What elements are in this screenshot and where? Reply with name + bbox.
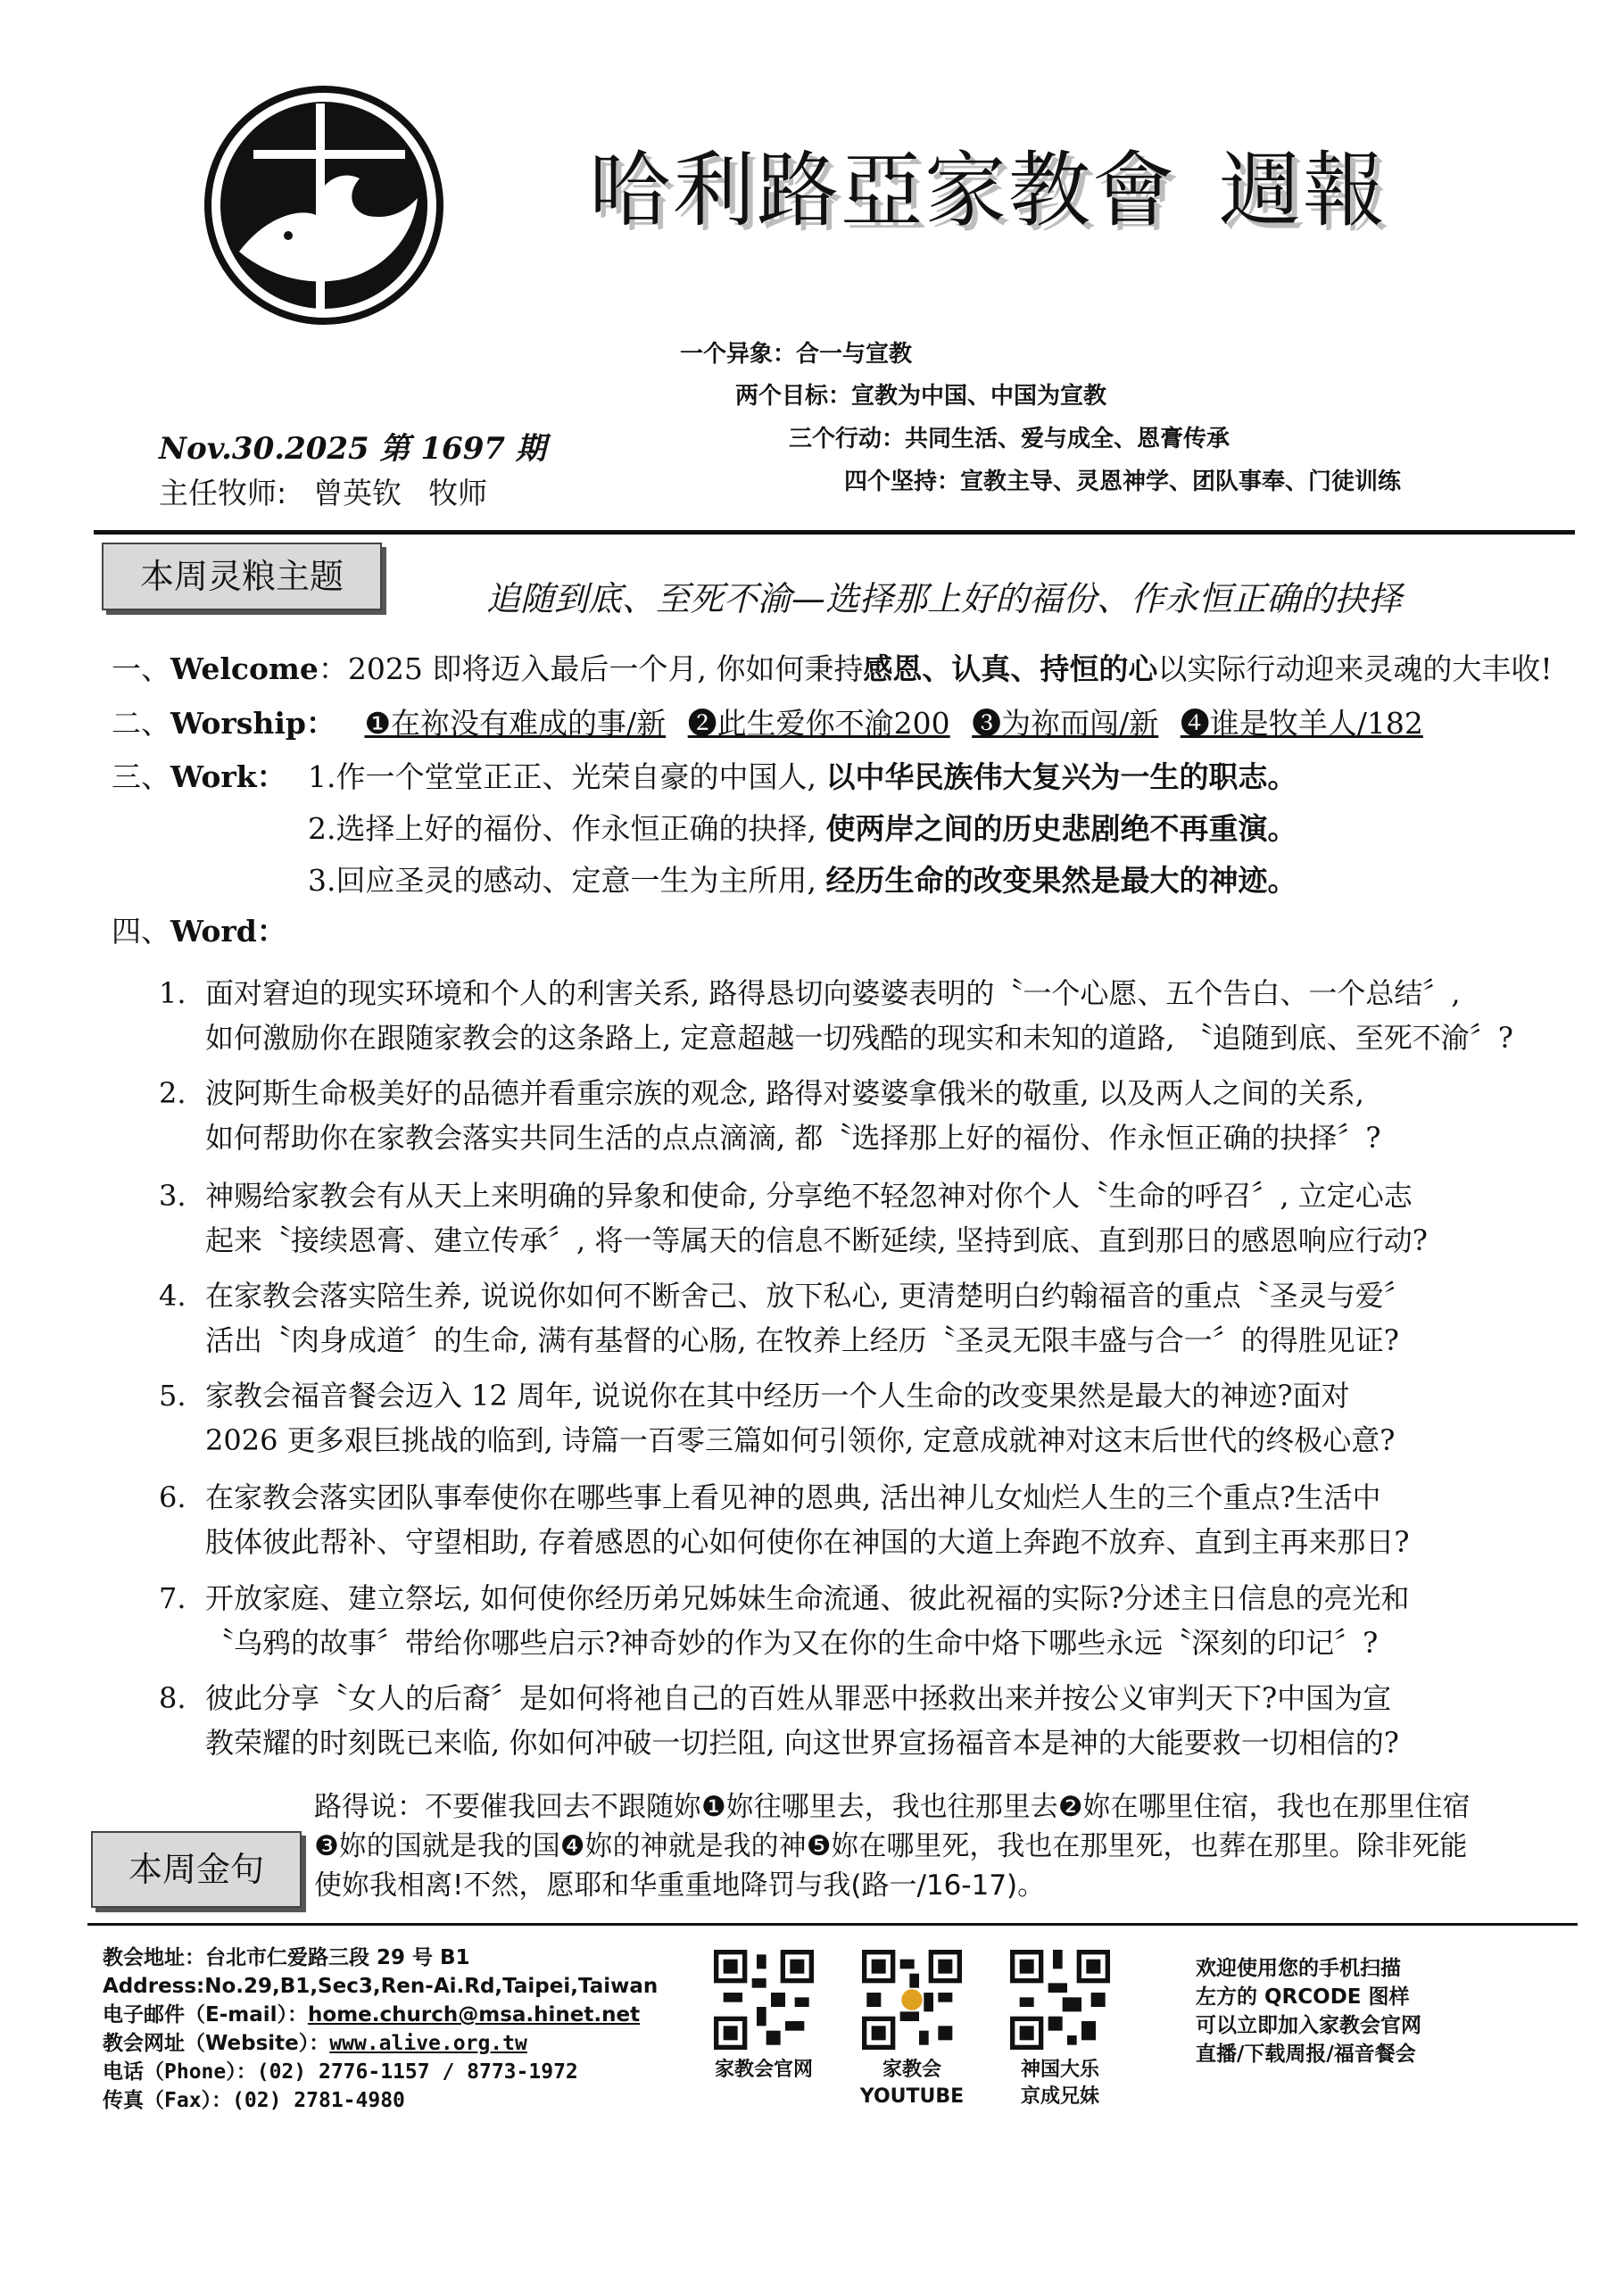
bulletin-label: 週報 bbox=[1219, 143, 1388, 238]
word-question-8: 8. 彼此分享〝女人的后裔〞是如何将祂自己的百姓从罪恶中拯救出来并按公义审判天下?中国为宣 教荣耀的时刻既已来临, 你如何冲破一切拦阻, 向这世界宣扬福音本是神的大能要救一切相信的? bbox=[159, 1681, 1399, 1760]
song-2: ❷此生爱你不渝200 bbox=[687, 706, 950, 741]
word-question-3: 3. 神赐给家教会有从天上来明确的异象和使命, 分享绝不轻忽神对你个人〝生命的呼召〞, 立定心志 起来〝接续恩膏、建立传承〞, 将一等属天的信息不断延续, 坚持到底、直到那日的感恩响应行动? bbox=[159, 1179, 1428, 1257]
website-link[interactable]: www.alive.org.tw bbox=[329, 2032, 527, 2055]
work-item-3: 3.回应圣灵的感动、定意一生为主所用, 经历生命的改变果然是最大的神迹。 bbox=[308, 863, 1297, 898]
section-word bbox=[112, 912, 286, 951]
song-4: ❹谁是牧羊人/182 bbox=[1180, 706, 1423, 741]
qr-instructions: 欢迎使用您的手机扫描 左方的 QRCODE 图样 可以立即加入家教会官网 直播/下载周报/福音餐会 bbox=[1196, 1957, 1421, 2066]
song-3: ❸为祢而闯/新 bbox=[972, 706, 1159, 741]
section-head: Welcome bbox=[170, 651, 319, 686]
header-divider bbox=[94, 530, 1575, 535]
vision-line-2: 两个目标：宣教为中国、中国为宣教 bbox=[735, 383, 1107, 410]
qr-code-music[interactable] bbox=[1010, 1950, 1110, 2050]
section-head: Work： bbox=[170, 759, 286, 794]
vision-line-3: 三个行动：共同生活、爱与成全、恩膏传承 bbox=[789, 426, 1230, 452]
theme-text: 追随到底、至死不渝—选择那上好的福份、作永恒正确的抉择 bbox=[486, 579, 1403, 618]
vision-line-4: 四个坚持：宣教主导、灵恩神学、团队事奉、门徒训练 bbox=[844, 468, 1402, 495]
word-question-2: 2. 波阿斯生命极美好的品德并看重宗族的观念, 路得对婆婆拿俄米的敬重, 以及两人之间的关系, 如何帮助你在家教会落实共同生活的点点滴滴, 都〝选择那上好的福份、作永恒正确的抉择〞? bbox=[159, 1076, 1381, 1155]
golden-verse-text: 路得说：不要催我回去不跟随妳❶妳往哪里去，我也往那里去❷妳在哪里住宿，我也在那里住宿 ❸妳的国就是我的国❹妳的神就是我的神❺妳在哪里死，我也在那里死，也葬在那里。除非死能 使妳我相离!不然，愿耶和华重重地降罚与我(路一/16-17)。 bbox=[314, 1791, 1471, 1902]
pastor-name: 曾英钦 bbox=[313, 476, 402, 510]
section-head: Worship： bbox=[170, 706, 336, 741]
qr-caption-youtube: 家教会 YOUTUBE bbox=[859, 2059, 965, 2108]
welcome-text: ：2025 即将迈入最后一个月, 你如何秉持 bbox=[318, 651, 864, 686]
word-question-7: 7. 开放家庭、建立祭坛, 如何使你经历弟兄姊妹生命流通、彼此祝福的实际?分述主日信息的亮光和 〝乌鸦的故事〞带给你哪些启示?神奇妙的作为又在你的生命中烙下哪些永远〝深刻的印记〞? bbox=[159, 1581, 1410, 1660]
section-num: 三、 bbox=[112, 759, 170, 794]
welcome-text-end: 以实际行动迎来灵魂的大丰收! bbox=[1157, 651, 1553, 686]
pastor-title: 牧师 bbox=[428, 476, 488, 510]
word-question-5: 5. 家教会福音餐会迈入 12 周年, 说说你在其中经历一个人生命的改变果然是最大的神迹?面对 2026 更多艰巨挑战的临到, 诗篇一百零三篇如何引领你, 定意成就神对这末后世代的终极心意? bbox=[159, 1379, 1396, 1457]
qr-caption-website: 家教会官网 bbox=[714, 2059, 813, 2081]
issue-date: Nov.30.2025 第 1697 期 bbox=[159, 431, 546, 467]
footer-divider bbox=[87, 1923, 1578, 1926]
section-welcome bbox=[112, 650, 1553, 689]
pastor-line bbox=[159, 470, 487, 512]
section-worship bbox=[112, 704, 1423, 743]
word-question-1: 1. 面对窘迫的现实环境和个人的利害关系, 路得恳切向婆婆表明的〝一个心愿、五个告白、一个总结〞, 如何激励你在跟随家教会的这条路上, 定意超越一切残酷的现实和未知的道路, 〝追随到底、至死不渝〞? bbox=[159, 976, 1513, 1055]
section-head: Word： bbox=[170, 914, 286, 949]
song-1: ❶在祢没有难成的事/新 bbox=[364, 706, 667, 741]
church-name: 哈利路亞家教會 bbox=[589, 143, 1177, 238]
work-item-1: 1.作一个堂堂正正、光荣自豪的中国人, 以中华民族伟大复兴为一生的职志。 bbox=[308, 759, 1297, 794]
pastor-role: 主任牧师: bbox=[159, 476, 287, 510]
contact-info: 教会地址：台北市仁爱路三段 29 号 B1 Address:No.29,B1,Sec3,Ren-Ai.Rd,Taipei,Taiwan 电子邮件（E-mail）：home.church@msa.hinet.net 教会网址（Website）：www.alive.org.tw 电话（Phone）：(02) 2776-1157 / 8773-1972 传真（Fax）：(02) 2781-4980 bbox=[103, 1944, 658, 2115]
word-question-4: 4. 在家教会落实陪生养, 说说你如何不断舍己、放下私心, 更清楚明白约翰福音的重点〝圣灵与爱〞 活出〝肉身成道〞的生命, 满有基督的心肠, 在牧养上经历〝圣灵无限丰盛与合一〞的得胜见证? bbox=[159, 1279, 1413, 1357]
qr-caption-music: 神国大乐 京成兄妹 bbox=[1020, 2059, 1099, 2108]
email-link[interactable]: home.church@msa.hinet.net bbox=[308, 2003, 641, 2027]
phone: 电话（Phone）：(02) 2776-1157 / 8773-1972 bbox=[103, 2060, 578, 2084]
fax: 传真（Fax）：(02) 2781-4980 bbox=[103, 2089, 405, 2112]
qr-code-youtube[interactable] bbox=[862, 1950, 962, 2050]
qr-code-website[interactable] bbox=[714, 1950, 814, 2050]
church-logo bbox=[203, 82, 444, 328]
work-item-2: 2.选择上好的福份、作永恒正确的抉择, 使两岸之间的历史悲剧绝不再重演。 bbox=[308, 811, 1297, 846]
welcome-bold: 感恩、认真、持恒的心 bbox=[863, 651, 1158, 686]
section-num: 二、 bbox=[112, 706, 170, 741]
section-work bbox=[112, 758, 286, 797]
section-num: 一、 bbox=[112, 651, 170, 686]
word-question-6: 6. 在家教会落实团队事奉使你在哪些事上看见神的恩典, 活出神儿女灿烂人生的三个重点?生活中 肢体彼此帮补、守望相助, 存着感恩的心如何使你在神国的大道上奔跑不放弃、直到主再来那日? bbox=[159, 1480, 1410, 1559]
theme-label: 本周灵粮主题 bbox=[102, 543, 382, 610]
golden-verse-label: 本周金句 bbox=[91, 1831, 302, 1908]
section-num: 四、 bbox=[112, 914, 170, 949]
vision-line-1: 一个异象：合一与宣教 bbox=[680, 341, 913, 368]
address-en: Address:No.29,B1,Sec3,Ren-Ai.Rd,Taipei,Taiwan bbox=[103, 1975, 659, 1998]
address-cn: 教会地址：台北市仁爱路三段 29 号 B1 bbox=[103, 1946, 470, 1969]
bulletin-title bbox=[589, 125, 1387, 243]
